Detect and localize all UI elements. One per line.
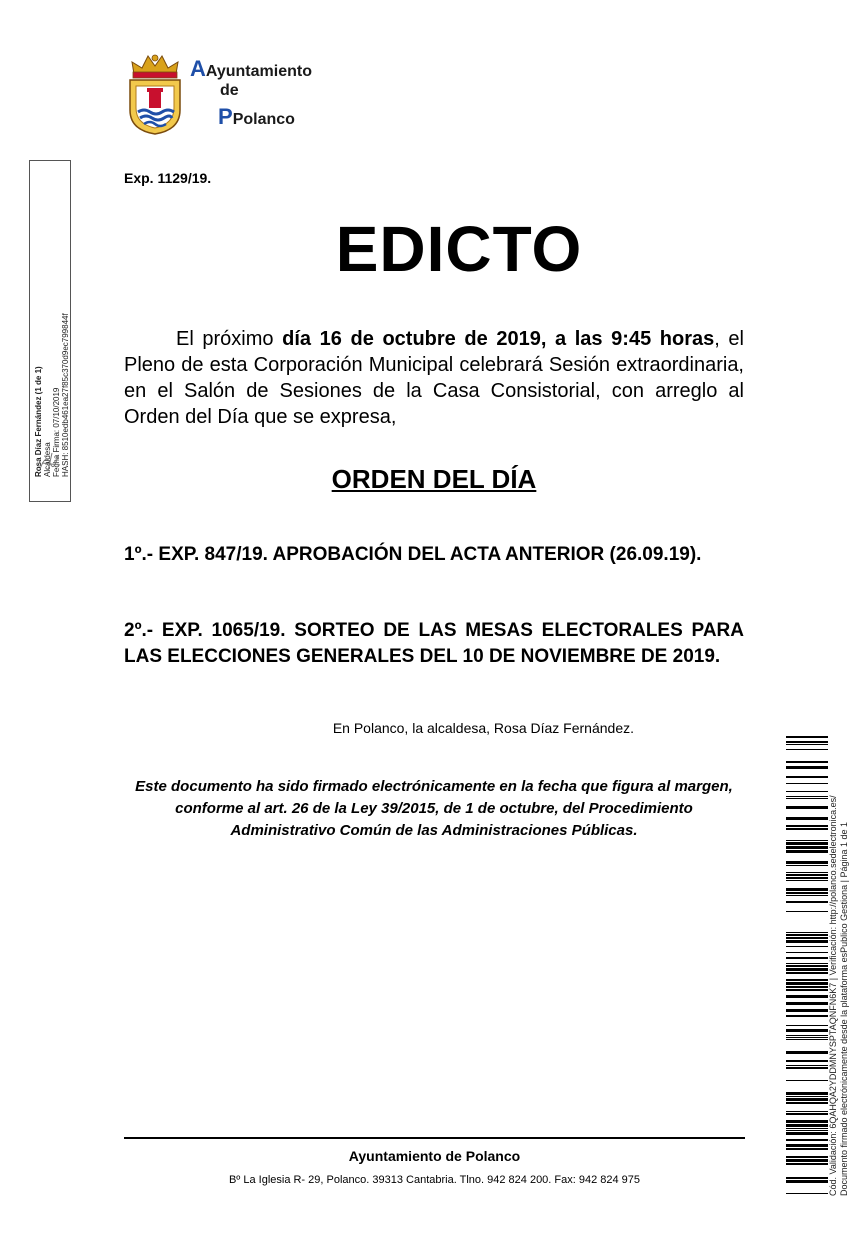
- intro-date-time: día 16 de octubre de 2019, a las 9:45 horas: [282, 328, 715, 350]
- logo-line-1-text: Ayuntamiento: [205, 63, 312, 80]
- footer-address: Bº La Iglesia R- 29, Polanco. 39313 Cantabria. Tlno. 942 824 200. Fax: 942 824 975: [228, 1174, 641, 1186]
- signer-name: Rosa Díaz Fernández (1 de 1): [34, 366, 43, 477]
- intro-text-2: , el Pleno de esta Corporación Municipal celebrará Sesión extraordinaria, en el Salón de Sesiones de la Casa Consistorial, con arreglo al Orden del Día que se expresa,: [124, 328, 744, 428]
- coat-of-arms-icon: [124, 52, 186, 136]
- agenda-item-2: 2º.- EXP. 1065/19. SORTEO DE LAS MESAS ELECTORALES PARA LAS ELECCIONES GENERALES DEL 10 DE NOVIEMBRE DE 2019.: [124, 620, 744, 667]
- intro-text-1: El próximo: [176, 328, 283, 350]
- signature-line: En Polanco, la alcaldesa, Rosa Díaz Fernández.: [332, 720, 634, 736]
- signer-role: Alcaldesa: [43, 442, 52, 477]
- logo-line-3: PPolanco: [218, 104, 295, 129]
- agenda-item-1: 1º.- EXP. 847/19. APROBACIÓN DEL ACTA ANTERIOR (26.09.19).: [124, 544, 702, 565]
- electronic-signature-notice: Este documento ha sido firmado electrónicamente en la fecha que figura al margen, conforme al art. 26 de la Ley 39/2015, de 1 de octubre, del Procedimiento Administrativo Común de las Administraciones Públicas.: [135, 778, 733, 839]
- verification-code: Cód. Validación: 6QAHQA2YDDMNYSPTAQNFN6K7 | Verificación: http://polanco.sedelectronica.es/: [828, 795, 838, 1196]
- verification-platform: Documento firmado electrónicamente desde la plataforma esPublico Gestiona | Página 1 de 1: [839, 821, 849, 1196]
- agenda-heading: ORDEN DEL DÍA: [331, 464, 537, 494]
- signature-date: Fecha Firma: 07/10/2019: [52, 387, 61, 477]
- verification-text: [828, 795, 850, 1196]
- logo-line-2: de: [220, 82, 239, 99]
- intro-paragraph: [124, 326, 744, 430]
- expediente-number: Exp. 1129/19.: [124, 170, 212, 186]
- document-title: EDICTO: [335, 213, 583, 285]
- signature-hash: HASH: 8510edb461ea27f85c370d9ec799844f: [61, 313, 70, 477]
- footer-organization: Ayuntamiento de Polanco: [348, 1148, 521, 1164]
- logo-line-3-text: Polanco: [232, 111, 295, 128]
- municipal-logo: [124, 52, 324, 138]
- barcode-icon: [786, 736, 828, 1196]
- footer-divider: [124, 1137, 745, 1139]
- logo-line-1: AAyuntamiento: [190, 56, 312, 81]
